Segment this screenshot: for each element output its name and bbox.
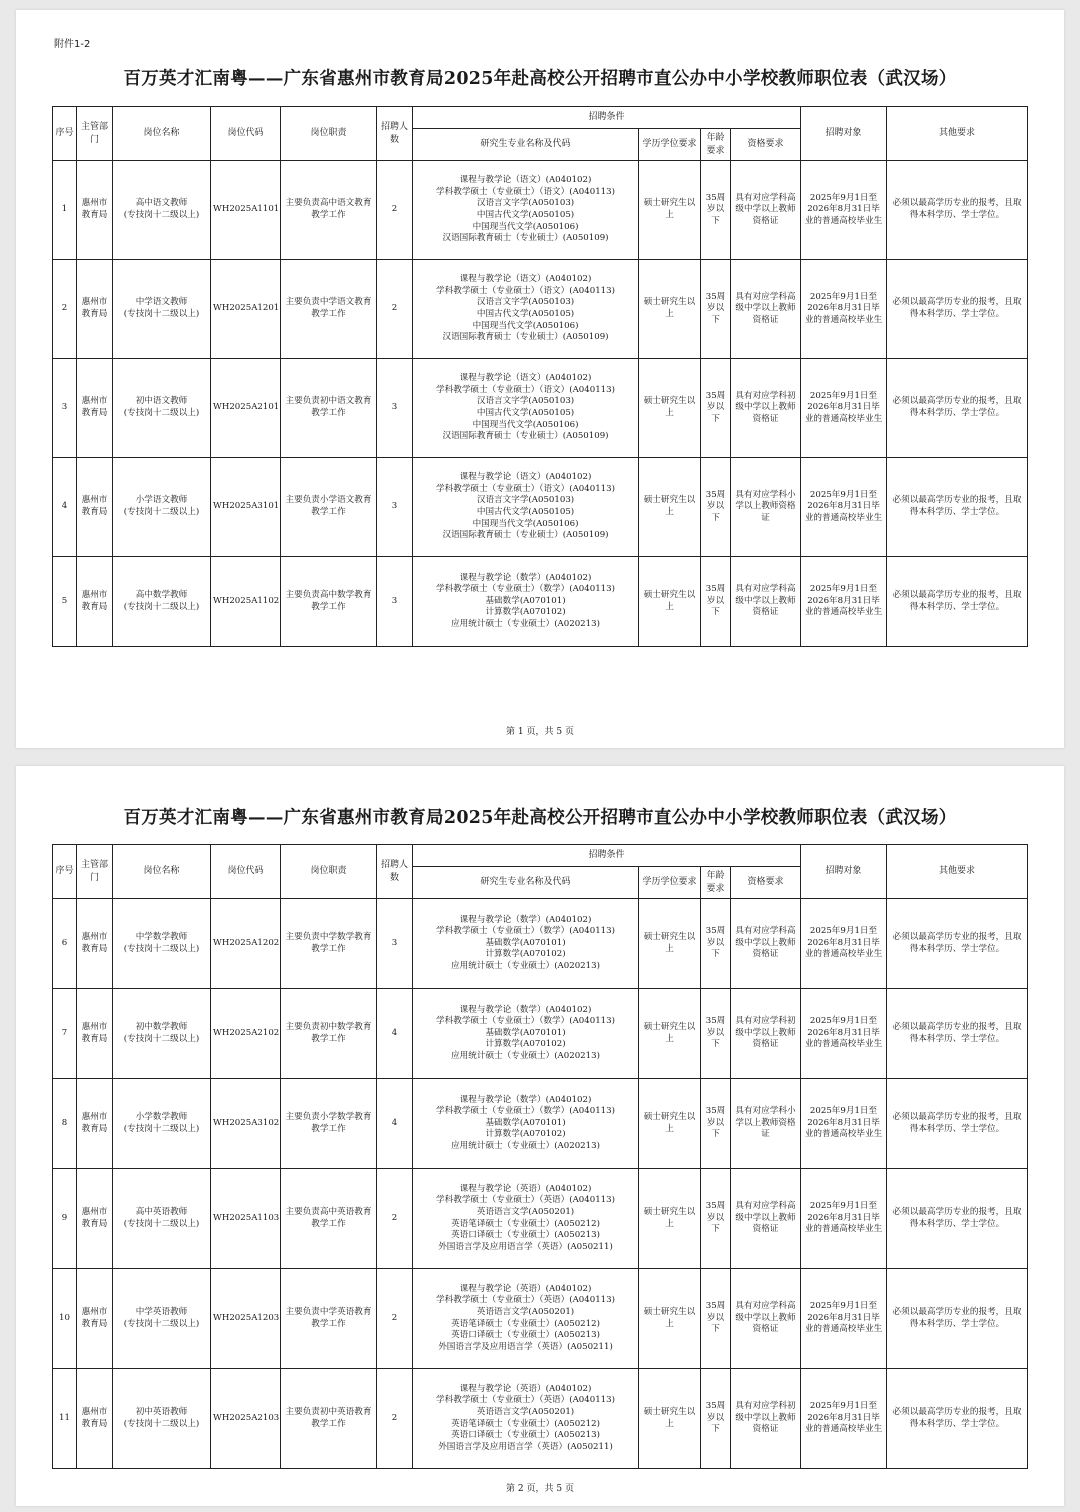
row-department: 惠州市教育局 xyxy=(77,989,113,1079)
major-item: 外国语言学及应用语言学（英语）(A050211) xyxy=(438,1441,613,1452)
major-item: 基础数学(A070101) xyxy=(485,595,566,606)
row-other: 必须以最高学历专业的报考，且取得本科学历、学士学位。 xyxy=(887,1079,1028,1169)
major-item: 汉语言文字学(A050103) xyxy=(476,495,575,506)
row-position-code: WH2025A1101 xyxy=(211,161,281,260)
position-grade: (专技岗十二级以上) xyxy=(123,507,200,517)
major-item: 课程与教学论（语文）(A040102) xyxy=(459,175,592,186)
row-majors xyxy=(413,557,639,647)
major-item: 基础数学(A070101) xyxy=(485,1117,566,1128)
row-position-name xyxy=(113,557,211,647)
row-index: 7 xyxy=(53,989,77,1079)
row-majors xyxy=(413,1079,639,1169)
position-grade: (专技岗十二级以上) xyxy=(123,601,200,612)
row-qualification: 具有对应学科小学以上教师资格证 xyxy=(731,458,801,557)
row-target: 2025年9月1日至2026年8月31日毕业的普通高校毕业生 xyxy=(801,1269,887,1369)
major-item: 计算数学(A070102) xyxy=(485,1129,566,1140)
position-title: 中学数学教师 xyxy=(135,931,188,942)
major-item: 英语笔译硕士（专业硕士）(A050212) xyxy=(451,1218,600,1229)
position-title: 高中语文教师 xyxy=(135,198,188,209)
row-department: 惠州市教育局 xyxy=(77,260,113,359)
row-age: 35周岁以下 xyxy=(701,1369,731,1469)
major-item: 汉语言文字学(A050103) xyxy=(476,396,575,407)
row-target: 2025年9月1日至2026年8月31日毕业的普通高校毕业生 xyxy=(801,1079,887,1169)
major-item: 计算数学(A070102) xyxy=(485,949,566,960)
header-department: 主管部门 xyxy=(77,845,113,899)
table-row xyxy=(53,260,1028,359)
row-target: 2025年9月1日至2026年8月31日毕业的普通高校毕业生 xyxy=(801,989,887,1079)
row-other: 必须以最高学历专业的报考，且取得本科学历、学士学位。 xyxy=(887,161,1028,260)
table-row xyxy=(53,1169,1028,1269)
positions-table xyxy=(52,106,1028,647)
row-position-code: WH2025A1203 xyxy=(211,1269,281,1369)
row-degree: 硕士研究生以上 xyxy=(639,989,701,1079)
major-item: 学科教学硕士（专业硕士）（语文）(A040113) xyxy=(436,285,615,296)
position-title: 高中英语教师 xyxy=(135,1206,188,1217)
row-qualification: 具有对应学科初级中学以上教师资格证 xyxy=(731,359,801,458)
header-majors: 研究生专业名称及代码 xyxy=(413,867,639,899)
row-count: 3 xyxy=(377,899,413,989)
row-count: 4 xyxy=(377,1079,413,1169)
row-age: 35周岁以下 xyxy=(701,458,731,557)
row-duties: 主要负责中学数学教育教学工作 xyxy=(281,899,377,989)
row-department: 惠州市教育局 xyxy=(77,161,113,260)
major-item: 应用统计硕士（专业硕士）(A020213) xyxy=(451,1140,600,1151)
row-position-code: WH2025A2102 xyxy=(211,989,281,1079)
position-grade: (专技岗十二级以上) xyxy=(123,1218,200,1229)
positions-table xyxy=(52,844,1028,1469)
row-count: 2 xyxy=(377,1369,413,1469)
position-grade: (专技岗十二级以上) xyxy=(123,309,200,319)
row-position-code: WH2025A1201 xyxy=(211,260,281,359)
major-item: 学科教学硕士（专业硕士）（数学）(A040113) xyxy=(436,584,615,595)
header-position-code: 岗位代码 xyxy=(211,107,281,161)
major-item: 课程与教学论（数学）(A040102) xyxy=(459,572,592,583)
row-duties: 主要负责初中数学教育教学工作 xyxy=(281,989,377,1079)
row-degree: 硕士研究生以上 xyxy=(639,1169,701,1269)
row-duties: 主要负责中学语文教育教学工作 xyxy=(281,260,377,359)
major-item: 汉语国际教育硕士（专业硕士）(A050109) xyxy=(442,530,609,541)
row-index: 6 xyxy=(53,899,77,989)
row-target: 2025年9月1日至2026年8月31日毕业的普通高校毕业生 xyxy=(801,557,887,647)
table-row xyxy=(53,1079,1028,1169)
document-page-1 xyxy=(16,10,1064,748)
row-position-name xyxy=(113,260,211,359)
row-degree: 硕士研究生以上 xyxy=(639,359,701,458)
row-degree: 硕士研究生以上 xyxy=(639,260,701,359)
major-item: 课程与教学论（语文）(A040102) xyxy=(459,274,592,285)
row-duties: 主要负责高中数学教育教学工作 xyxy=(281,557,377,647)
position-title: 小学数学教师 xyxy=(135,1111,188,1122)
major-item: 课程与教学论（数学）(A040102) xyxy=(459,1004,592,1015)
row-target: 2025年9月1日至2026年8月31日毕业的普通高校毕业生 xyxy=(801,359,887,458)
major-item: 课程与教学论（语文）(A040102) xyxy=(459,472,592,483)
row-qualification: 具有对应学科高级中学以上教师资格证 xyxy=(731,260,801,359)
row-position-name xyxy=(113,1269,211,1369)
page-title: 百万英才汇南粤——广东省惠州市教育局2025年赴高校公开招聘市直公办中小学校教师职位表（武汉场） xyxy=(123,808,957,828)
row-target: 2025年9月1日至2026年8月31日毕业的普通高校毕业生 xyxy=(801,1169,887,1269)
position-title: 高中数学教师 xyxy=(135,589,188,600)
row-age: 35周岁以下 xyxy=(701,557,731,647)
row-duties: 主要负责小学数学教育教学工作 xyxy=(281,1079,377,1169)
table-row xyxy=(53,359,1028,458)
row-duties: 主要负责高中英语教育教学工作 xyxy=(281,1169,377,1269)
row-qualification: 具有对应学科初级中学以上教师资格证 xyxy=(731,1369,801,1469)
major-item: 应用统计硕士（专业硕士）(A020213) xyxy=(451,618,600,629)
row-qualification: 具有对应学科高级中学以上教师资格证 xyxy=(731,1169,801,1269)
table-row xyxy=(53,989,1028,1079)
major-item: 汉语言文字学(A050103) xyxy=(476,198,575,209)
row-position-code: WH2025A1102 xyxy=(211,557,281,647)
position-title: 初中语文教师 xyxy=(135,396,188,407)
row-age: 35周岁以下 xyxy=(701,1079,731,1169)
header-duties: 岗位职责 xyxy=(281,845,377,899)
row-age: 35周岁以下 xyxy=(701,1169,731,1269)
major-item: 英语笔译硕士（专业硕士）(A050212) xyxy=(451,1318,600,1329)
position-grade: (专技岗十二级以上) xyxy=(123,1033,200,1044)
row-index: 8 xyxy=(53,1079,77,1169)
row-age: 35周岁以下 xyxy=(701,260,731,359)
table-row xyxy=(53,161,1028,260)
row-count: 2 xyxy=(377,1269,413,1369)
position-grade: (专技岗十二级以上) xyxy=(123,1318,200,1329)
row-duties: 主要负责中学英语教育教学工作 xyxy=(281,1269,377,1369)
major-item: 学科教学硕士（专业硕士）（英语）(A040113) xyxy=(436,1295,615,1306)
row-degree: 硕士研究生以上 xyxy=(639,458,701,557)
row-department: 惠州市教育局 xyxy=(77,1269,113,1369)
header-conditions: 招聘条件 xyxy=(413,845,801,867)
row-qualification: 具有对应学科高级中学以上教师资格证 xyxy=(731,557,801,647)
major-item: 英语口译硕士（专业硕士）(A050213) xyxy=(451,1330,600,1341)
header-other: 其他要求 xyxy=(887,107,1028,161)
row-position-code: WH2025A3101 xyxy=(211,458,281,557)
major-item: 学科教学硕士（专业硕士）（数学）(A040113) xyxy=(436,926,615,937)
row-position-code: WH2025A1202 xyxy=(211,899,281,989)
row-index: 2 xyxy=(53,260,77,359)
row-majors xyxy=(413,899,639,989)
row-position-name xyxy=(113,458,211,557)
row-index: 5 xyxy=(53,557,77,647)
row-duties: 主要负责高中语文教育教学工作 xyxy=(281,161,377,260)
row-department: 惠州市教育局 xyxy=(77,899,113,989)
row-index: 10 xyxy=(53,1269,77,1369)
row-majors xyxy=(413,260,639,359)
major-item: 课程与教学论（语文）(A040102) xyxy=(459,373,592,384)
row-other: 必须以最高学历专业的报考，且取得本科学历、学士学位。 xyxy=(887,260,1028,359)
row-position-code: WH2025A1103 xyxy=(211,1169,281,1269)
page-footer: 第 1 页，共 5 页 xyxy=(506,727,574,737)
position-title: 初中英语教师 xyxy=(135,1406,188,1417)
table-row xyxy=(53,557,1028,647)
header-target: 招聘对象 xyxy=(801,107,887,161)
row-degree: 硕士研究生以上 xyxy=(639,1269,701,1369)
major-item: 汉语言文字学(A050103) xyxy=(476,297,575,308)
major-item: 汉语国际教育硕士（专业硕士）(A050109) xyxy=(442,431,609,442)
row-count: 3 xyxy=(377,359,413,458)
position-grade: (专技岗十二级以上) xyxy=(123,943,200,954)
table-row xyxy=(53,458,1028,557)
table-row xyxy=(53,1269,1028,1369)
major-item: 应用统计硕士（专业硕士）(A020213) xyxy=(451,1050,600,1061)
row-index: 11 xyxy=(53,1369,77,1469)
row-age: 35周岁以下 xyxy=(701,989,731,1079)
row-duties: 主要负责小学语文教育教学工作 xyxy=(281,458,377,557)
header-target: 招聘对象 xyxy=(801,845,887,899)
row-position-name xyxy=(113,161,211,260)
header-position-code: 岗位代码 xyxy=(211,845,281,899)
major-item: 外国语言学及应用语言学（英语）(A050211) xyxy=(438,1241,613,1252)
major-item: 英语语言文学(A050201) xyxy=(476,1206,575,1217)
row-majors xyxy=(413,1169,639,1269)
header-majors: 研究生专业名称及代码 xyxy=(413,129,639,161)
row-target: 2025年9月1日至2026年8月31日毕业的普通高校毕业生 xyxy=(801,458,887,557)
major-item: 课程与教学论（数学）(A040102) xyxy=(459,1094,592,1105)
row-count: 2 xyxy=(377,1169,413,1269)
row-count: 2 xyxy=(377,260,413,359)
major-item: 基础数学(A070101) xyxy=(485,1027,566,1038)
header-degree: 学历学位要求 xyxy=(639,867,701,899)
row-count: 3 xyxy=(377,557,413,647)
row-position-name xyxy=(113,989,211,1079)
position-title: 初中数学教师 xyxy=(135,1021,188,1032)
major-item: 课程与教学论（英语）(A040102) xyxy=(459,1383,592,1394)
row-majors xyxy=(413,458,639,557)
major-item: 中国古代文学(A050105) xyxy=(476,507,575,517)
row-target: 2025年9月1日至2026年8月31日毕业的普通高校毕业生 xyxy=(801,1369,887,1469)
major-item: 学科教学硕士（专业硕士）（语文）(A040113) xyxy=(436,384,615,395)
position-title: 小学语文教师 xyxy=(135,495,188,506)
position-title: 中学语文教师 xyxy=(135,297,188,308)
row-count: 4 xyxy=(377,989,413,1079)
row-majors xyxy=(413,161,639,260)
row-degree: 硕士研究生以上 xyxy=(639,899,701,989)
major-item: 应用统计硕士（专业硕士）(A020213) xyxy=(451,960,600,971)
position-grade: (专技岗十二级以上) xyxy=(123,210,200,220)
major-item: 英语语言文学(A050201) xyxy=(476,1306,575,1317)
row-position-name xyxy=(113,1079,211,1169)
major-item: 中国现当代文学(A050106) xyxy=(472,419,579,430)
major-item: 计算数学(A070102) xyxy=(485,1039,566,1050)
row-other: 必须以最高学历专业的报考，且取得本科学历、学士学位。 xyxy=(887,1269,1028,1369)
position-title: 中学英语教师 xyxy=(135,1306,188,1317)
row-index: 1 xyxy=(53,161,77,260)
row-age: 35周岁以下 xyxy=(701,359,731,458)
row-count: 3 xyxy=(377,458,413,557)
row-position-name xyxy=(113,899,211,989)
major-item: 学科教学硕士（专业硕士）（数学）(A040113) xyxy=(436,1016,615,1027)
major-item: 英语口译硕士（专业硕士）(A050213) xyxy=(451,1230,600,1241)
major-item: 中国古代文学(A050105) xyxy=(476,408,575,418)
header-age: 年龄要求 xyxy=(701,129,731,161)
row-department: 惠州市教育局 xyxy=(77,359,113,458)
row-position-code: WH2025A2101 xyxy=(211,359,281,458)
header-department: 主管部门 xyxy=(77,107,113,161)
row-qualification: 具有对应学科小学以上教师资格证 xyxy=(731,1079,801,1169)
major-item: 英语笔译硕士（专业硕士）(A050212) xyxy=(451,1418,600,1429)
header-position-name: 岗位名称 xyxy=(113,107,211,161)
header-duties: 岗位职责 xyxy=(281,107,377,161)
row-qualification: 具有对应学科高级中学以上教师资格证 xyxy=(731,1269,801,1369)
position-grade: (专技岗十二级以上) xyxy=(123,408,200,418)
attachment-label: 附件1-2 xyxy=(54,39,91,50)
major-item: 中国现当代文学(A050106) xyxy=(472,320,579,331)
major-item: 外国语言学及应用语言学（英语）(A050211) xyxy=(438,1341,613,1352)
row-other: 必须以最高学历专业的报考，且取得本科学历、学士学位。 xyxy=(887,989,1028,1079)
header-other: 其他要求 xyxy=(887,845,1028,899)
row-target: 2025年9月1日至2026年8月31日毕业的普通高校毕业生 xyxy=(801,899,887,989)
major-item: 学科教学硕士（专业硕士）（语文）(A040113) xyxy=(436,186,615,197)
row-majors xyxy=(413,989,639,1079)
row-other: 必须以最高学历专业的报考，且取得本科学历、学士学位。 xyxy=(887,458,1028,557)
major-item: 计算数学(A070102) xyxy=(485,607,566,618)
row-department: 惠州市教育局 xyxy=(77,458,113,557)
row-degree: 硕士研究生以上 xyxy=(639,1079,701,1169)
row-qualification: 具有对应学科高级中学以上教师资格证 xyxy=(731,161,801,260)
header-qualification: 资格要求 xyxy=(731,129,801,161)
major-item: 学科教学硕士（专业硕士）（英语）(A040113) xyxy=(436,1395,615,1406)
major-item: 课程与教学论（英语）(A040102) xyxy=(459,1183,592,1194)
row-age: 35周岁以下 xyxy=(701,899,731,989)
row-position-name xyxy=(113,1169,211,1269)
major-item: 基础数学(A070101) xyxy=(485,937,566,948)
row-department: 惠州市教育局 xyxy=(77,1079,113,1169)
row-other: 必须以最高学历专业的报考，且取得本科学历、学士学位。 xyxy=(887,1169,1028,1269)
row-index: 3 xyxy=(53,359,77,458)
header-count: 招聘人数 xyxy=(377,107,413,161)
major-item: 英语语言文学(A050201) xyxy=(476,1406,575,1417)
major-item: 中国古代文学(A050105) xyxy=(476,309,575,319)
header-count: 招聘人数 xyxy=(377,845,413,899)
row-position-name xyxy=(113,1369,211,1469)
major-item: 中国古代文学(A050105) xyxy=(476,210,575,220)
header-degree: 学历学位要求 xyxy=(639,129,701,161)
major-item: 中国现当代文学(A050106) xyxy=(472,518,579,529)
row-department: 惠州市教育局 xyxy=(77,557,113,647)
row-other: 必须以最高学历专业的报考，且取得本科学历、学士学位。 xyxy=(887,557,1028,647)
major-item: 汉语国际教育硕士（专业硕士）(A050109) xyxy=(442,332,609,343)
row-position-name xyxy=(113,359,211,458)
major-item: 英语口译硕士（专业硕士）(A050213) xyxy=(451,1430,600,1441)
row-department: 惠州市教育局 xyxy=(77,1169,113,1269)
major-item: 学科教学硕士（专业硕士）（数学）(A040113) xyxy=(436,1106,615,1117)
header-qualification: 资格要求 xyxy=(731,867,801,899)
row-department: 惠州市教育局 xyxy=(77,1369,113,1469)
major-item: 中国现当代文学(A050106) xyxy=(472,221,579,232)
major-item: 学科教学硕士（专业硕士）（英语）(A040113) xyxy=(436,1195,615,1206)
row-majors xyxy=(413,1269,639,1369)
row-other: 必须以最高学历专业的报考，且取得本科学历、学士学位。 xyxy=(887,899,1028,989)
table-row xyxy=(53,899,1028,989)
major-item: 课程与教学论（英语）(A040102) xyxy=(459,1283,592,1294)
major-item: 汉语国际教育硕士（专业硕士）(A050109) xyxy=(442,233,609,244)
position-grade: (专技岗十二级以上) xyxy=(123,1418,200,1429)
major-item: 课程与教学论（数学）(A040102) xyxy=(459,914,592,925)
row-majors xyxy=(413,359,639,458)
row-majors xyxy=(413,1369,639,1469)
row-count: 2 xyxy=(377,161,413,260)
row-degree: 硕士研究生以上 xyxy=(639,557,701,647)
position-grade: (专技岗十二级以上) xyxy=(123,1123,200,1134)
page-title: 百万英才汇南粤——广东省惠州市教育局2025年赴高校公开招聘市直公办中小学校教师职位表（武汉场） xyxy=(123,69,957,89)
table-row xyxy=(53,1369,1028,1469)
row-age: 35周岁以下 xyxy=(701,1269,731,1369)
header-index: 序号 xyxy=(53,845,77,899)
major-item: 学科教学硕士（专业硕士）（语文）(A040113) xyxy=(436,483,615,494)
row-degree: 硕士研究生以上 xyxy=(639,161,701,260)
header-position-name: 岗位名称 xyxy=(113,845,211,899)
row-other: 必须以最高学历专业的报考，且取得本科学历、学士学位。 xyxy=(887,1369,1028,1469)
page-footer: 第 2 页，共 5 页 xyxy=(506,1484,574,1494)
row-position-code: WH2025A2103 xyxy=(211,1369,281,1469)
row-degree: 硕士研究生以上 xyxy=(639,1369,701,1469)
row-target: 2025年9月1日至2026年8月31日毕业的普通高校毕业生 xyxy=(801,161,887,260)
row-duties: 主要负责初中英语教育教学工作 xyxy=(281,1369,377,1469)
row-duties: 主要负责初中语文教育教学工作 xyxy=(281,359,377,458)
row-qualification: 具有对应学科高级中学以上教师资格证 xyxy=(731,899,801,989)
row-age: 35周岁以下 xyxy=(701,161,731,260)
row-other: 必须以最高学历专业的报考，且取得本科学历、学士学位。 xyxy=(887,359,1028,458)
header-index: 序号 xyxy=(53,107,77,161)
row-index: 9 xyxy=(53,1169,77,1269)
row-target: 2025年9月1日至2026年8月31日毕业的普通高校毕业生 xyxy=(801,260,887,359)
row-index: 4 xyxy=(53,458,77,557)
header-conditions: 招聘条件 xyxy=(413,107,801,129)
row-qualification: 具有对应学科初级中学以上教师资格证 xyxy=(731,989,801,1079)
row-position-code: WH2025A3102 xyxy=(211,1079,281,1169)
document-page-2 xyxy=(16,766,1064,1506)
header-age: 年龄要求 xyxy=(701,867,731,899)
